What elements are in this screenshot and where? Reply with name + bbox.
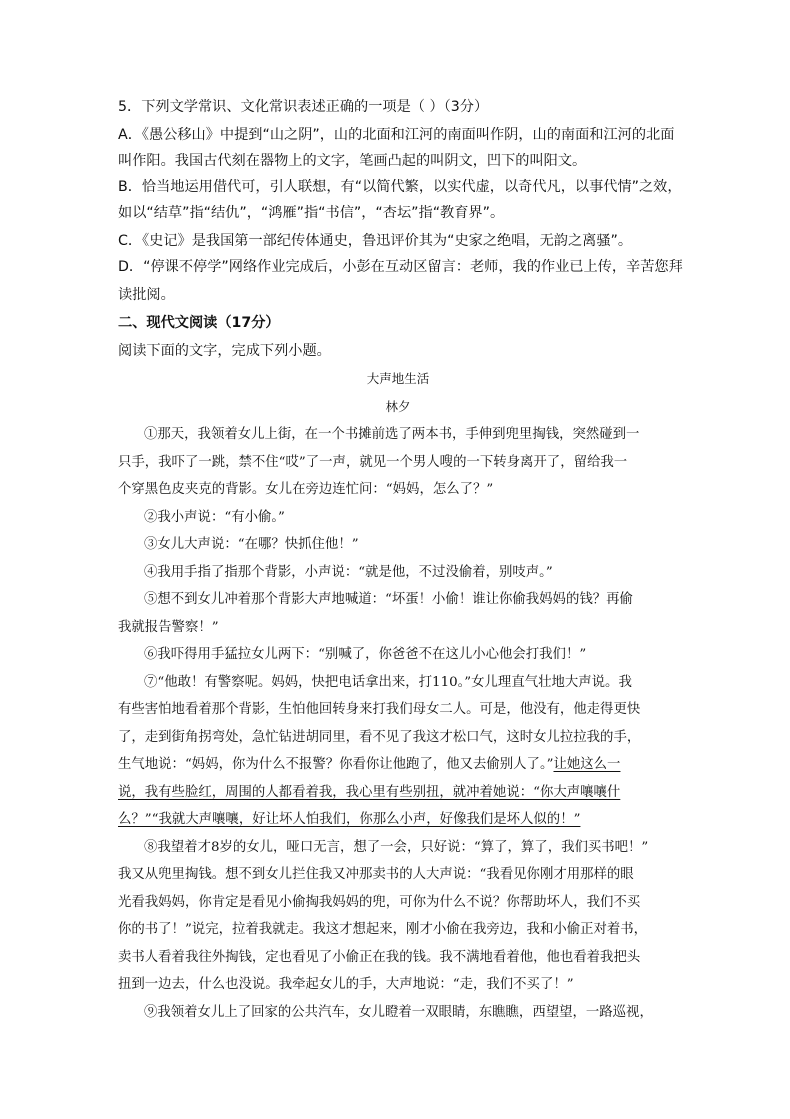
paragraph-7-text: 生气地说：“妈妈，你为什么不报警？你看你让他跑了，他又去偷别人了。” (118, 757, 554, 772)
paragraph-7-cont (118, 751, 680, 779)
paragraph-8-cont: 光看我妈妈，你肯定是看见小偷掏我妈妈的兜，可你为什么不说？你帮助坏人，我们不买 (118, 894, 641, 910)
paragraph-8-cont: 你的书了！”说完，拉着我就走。我这才想起来，刚才小偷在我旁边，我和小偷正对着书， (118, 922, 648, 937)
question-5-stem: 5．下列文学常识、文化常识表述正确的一项是（ ）（3分） (118, 99, 489, 115)
paragraph-3: ③女儿大声说：“在哪？快抓住他！” (144, 537, 359, 552)
paragraph-8-cont: 扭到一边去，什么也没说。我牵起女儿的手，大声地说：“走，我们不买了！” (118, 977, 574, 992)
underlined-sentence-start: 让她这么一 (553, 757, 621, 772)
paragraph-7-cont: 了，走到街角拐弯处，急忙钻进胡同里，看不见了我这才松口气，这时女儿拉拉我的手， (118, 729, 641, 745)
option-b-line-2: 如以“结草”指“结仇”，“鸿雁”指“书信”，“杏坛”指“教育界”。 (118, 205, 505, 221)
underlined-sentence-end: 么？”“我就大声嚷嚷，好让坏人怕我们，你那么小声，好像我们是坏人似的！” (118, 812, 581, 827)
paragraph-2: ②我小声说：“有小偷。” (144, 509, 285, 525)
paragraph-8-cont: 卖书人看着我往外掏钱，定也看见了小偷正在我的钱。我不满地看着他，他也看着我把头 (118, 949, 641, 965)
paragraph-6: ⑥我吓得用手猛拉女儿两下：“别喊了，你爸爸不在这儿小心他会打我们！” (144, 647, 587, 662)
option-b-line-1: B．恰当地运用借代可，引人联想，有“以简代繁，以实代虚，以奇代凡，以事代情”之效， (118, 179, 682, 195)
section-heading: 二、现代文阅读（17分） (118, 315, 280, 331)
article-title: 大声地生活 (366, 371, 430, 386)
paragraph-4: ④我用手指了指那个背影，小声说：“就是他，不过没偷着，别吱声。” (144, 564, 553, 580)
paragraph-9: ⑨我领着女儿上了回家的公共汽车，女儿瞪着一双眼睛，东瞧瞧，西望望，一路巡视， (144, 1004, 653, 1020)
paragraph-5-cont: 我就报告警察！” (118, 619, 219, 635)
paragraph-1-cont: 只手，我吓了一跳，禁不住“哎”了一声，就见一个男人嗖的一下转身离开了，留给我一 (118, 454, 628, 470)
paragraph-8-cont: 我又从兜里掏钱。想不到女儿拦住我又冲那卖书的人大声说：“我看见你刚才用那样的眼 (118, 867, 634, 882)
paragraph-1: ①那天，我领着女儿上街，在一个书摊前选了两本书，手伸到兜里掏钱，突然碰到一 (144, 427, 640, 442)
article-body (118, 421, 680, 1026)
option-d-line-2: 读批阅。 (118, 287, 175, 303)
reading-instruction: 阅读下面的文字，完成下列小题。 (118, 343, 331, 359)
option-d-line-1: D．“停课不停学”网络作业完成后，小彭在互动区留言：老师，我的作业已上传，辛苦您拜 (118, 259, 683, 275)
article-author: 林夕 (385, 399, 411, 414)
paragraph-7-cont: 有些害怕地看着那个背影，生怕他回转身来打我们母女二人。可是，他没有，他走得更快 (118, 702, 641, 717)
paragraph-1-cont: 个穿黑色皮夹克的背影。女儿在旁边连忙问：“妈妈，怎么了？” (118, 482, 494, 497)
option-c: C．《史记》是我国第一部纪传体通史，鲁迅评价其为“史家之绝唱，无韵之离骚”。 (118, 233, 633, 249)
option-a-line-1: A．《愚公移山》中提到“山之阴”，山的北面和江河的南面叫作阴，山的南面和江河的北面 (118, 127, 675, 143)
paragraph-5: ⑤想不到女儿冲着那个背影大声地喊道：“坏蛋！小偷！谁让你偷我妈妈的钱？再偷 (144, 592, 633, 607)
paragraph-8: ⑧我望着才8岁的女儿，哑口无言，想了一会，只好说：“算了，算了，我们买书吧！” (144, 839, 649, 855)
paragraph-7: ⑦“他敢！有警察呢。妈妈，快把电话拿出来，打110。”女儿理直气壮地大声说。我 (144, 674, 632, 690)
underlined-sentence-cont: 说，我有些脸红，周围的人都看着我，我心里有些别扭，就冲着她说：“你大声嚷嚷什 (118, 784, 621, 800)
option-a-line-2: 叫作阳。我国古代刻在器物上的文字，笔画凸起的叫阴文，凹下的叫阳文。 (118, 153, 587, 169)
